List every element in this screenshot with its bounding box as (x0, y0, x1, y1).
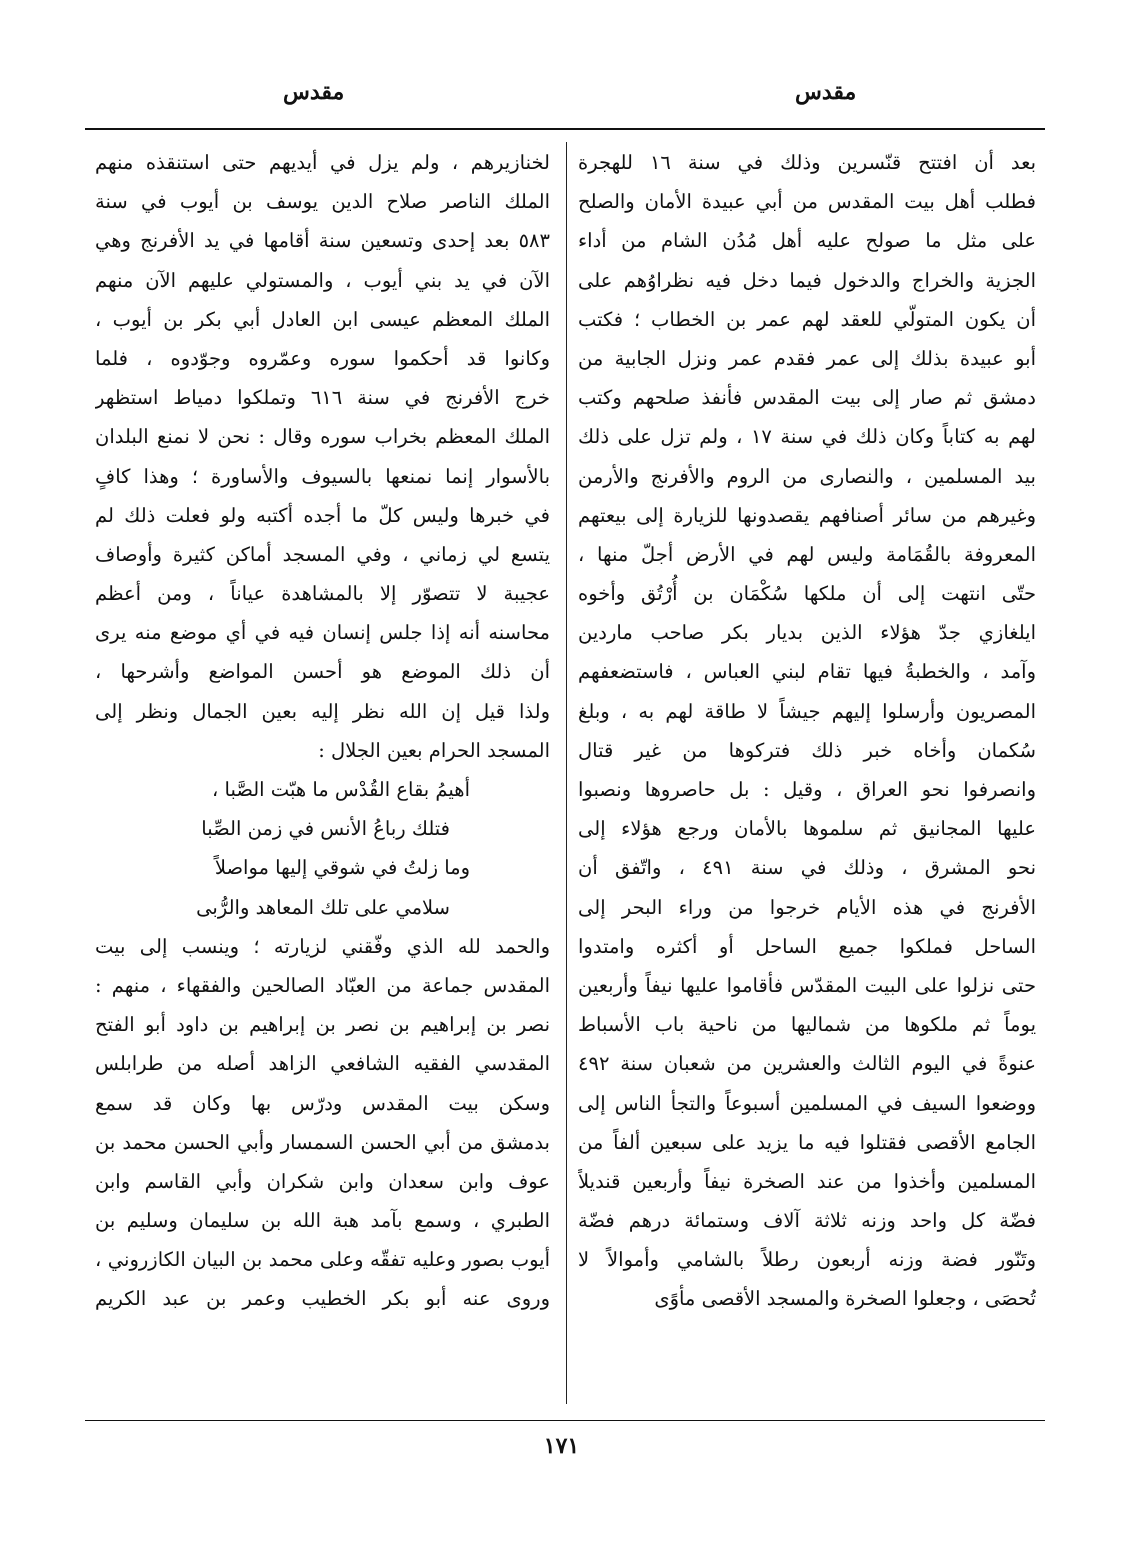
text-line: أن ذلك الموضع هو أحسن المواضع وأشرحها ، (95, 660, 550, 684)
text-line: بيد المسلمين ، والنصارى من الروم والأفرنج والأرمن (578, 464, 1036, 488)
text-line: عجيبة لا تتصوّر إلا بالمشاهدة عياناً ، ومن أعظم (95, 582, 550, 606)
text-line: دمشق ثم صار إلى بيت المقدس فأنفذ صلحهم وكتب (578, 386, 1036, 410)
text-line: ووضعوا السيف في المسلمين أسبوعاً والتجأ الناس إلى (578, 1091, 1036, 1115)
text-line: وسكن بيت المقدس ودرّس بها وكان قد سمع (95, 1091, 550, 1115)
text-line: المصريون وأرسلوا إليهم جيشاً لا طاقة لهم به ، وبلغ (578, 699, 1036, 723)
poem-verse: سلامي على تلك المعاهد والرُّبى (196, 895, 450, 919)
text-line: حتى نزلوا على البيت المقدّس فأقاموا عليها نيفاً وأربعين (578, 973, 1036, 997)
text-line: الملك الناصر صلاح الدين يوسف بن أيوب في سنة (95, 190, 550, 214)
text-line: لخنازيرهم ، ولم يزل في أيديهم حتى استنقذه منهم (95, 151, 550, 174)
text-line: أبو عبيدة بذلك إلى عمر فقدم عمر ونزل الجابية من (578, 346, 1036, 370)
text-line: الساحل فملكوا جميع الساحل أو أكثره وامتدوا (578, 934, 1036, 958)
text-line: لهم به كتاباً وكان ذلك في سنة ١٧ ، ولم تزل على ذلك (578, 425, 1036, 449)
text-line: المسلمين وأخذوا من عند الصخرة نيفاً وأربعين قنديلاً (578, 1169, 1036, 1193)
text-line: نحو المشرق ، وذلك في سنة ٤٩١ ، واتّفق أن (578, 856, 1036, 880)
text-line: الملك المعظم عيسى ابن العادل أبي بكر بن أيوب ، (95, 307, 550, 331)
text-line: الآن في يد بني أيوب ، والمستولي عليهم الآن منهم (95, 268, 550, 292)
text-line: ايلغازي جدّ هؤلاء الذين بديار بكر صاحب ماردين (578, 621, 1036, 645)
text-line: نصر بن إبراهيم بن نصر بن إبراهيم بن داود أبو الفتح (95, 1013, 550, 1037)
text-line: فطلب أهل بيت المقدس من أبي عبيدة الأمان والصلح (578, 190, 1036, 214)
text-line: تُحصَى ، وجعلوا الصخرة والمسجد الأقصى مأوًى (654, 1287, 1036, 1311)
text-line: بالأسوار إنما نمنعها بالسيوف والأساورة ؛ وهذا كافٍ (95, 464, 550, 488)
text-line: وروى عنه أبو بكر الخطيب وعمر بن عبد الكريم (95, 1287, 550, 1311)
text-line: الجامع الأقصى فقتلوا فيه ما يزيد على سبعين ألفاً من (578, 1130, 1036, 1154)
text-line: والحمد لله الذي وفّقني لزيارته ؛ وينسب إلى بيت (95, 934, 550, 958)
text-line: عليها المجانيق ثم سلموها بالأمان ورجع هؤلاء إلى (578, 817, 1036, 841)
text-line: أن يكون المتولّي للعقد لهم عمر بن الخطاب ؛ فكتب (578, 307, 1036, 331)
text-line: وغيرهم من سائر أصنافهم يقصدونها للزيارة إلى بيعتهم (578, 503, 1036, 527)
text-line: الأفرنج في هذه الأيام خرجوا من وراء البحر إلى (578, 895, 1036, 919)
text-line: عوف وابن سعدان وابن شكران وأبي القاسم وابن (95, 1169, 550, 1193)
poem-verse: وما زلتُ في شوقي إليها مواصلاً (214, 856, 470, 880)
text-line: محاسنه أنه إذا جلس إنسان فيه في أي موضع منه يرى (95, 621, 550, 645)
text-line: يوماً ثم ملكوها من شماليها من ناحية باب الأسباط (578, 1013, 1036, 1037)
right-column (578, 143, 1036, 1319)
text-line: سُكمان وأخاه خبر ذلك فتركوها من غير قتال (578, 738, 1036, 762)
header-rule (85, 128, 1045, 130)
footer-rule (85, 1420, 1045, 1421)
text-line: حتّى انتهت إلى أن ملكها سُكْمَان بن أُرْتُق وأخوه (578, 582, 1036, 606)
text-line: المسجد الحرام بعين الجلال : (318, 738, 550, 762)
text-line: فضّة كل واحد وزنه ثلاثة آلاف وستمائة درهم فضّة (578, 1209, 1036, 1233)
text-line: أيوب بصور وعليه تفقّه وعلى محمد بن البيان الكازروني ، (95, 1248, 550, 1272)
text-line: وانصرفوا نحو العراق ، وقيل : بل حاصروها ونصبوا (578, 778, 1036, 801)
text-line: وتَنّور فضة وزنه أربعون رطلاً بالشامي وأموالاً لا (578, 1248, 1036, 1272)
poem-verse: أهيمُ بقاع القُدْس ما هبّت الصَّبا ، (212, 778, 470, 801)
column-divider (566, 142, 567, 1404)
running-header-right: مقدس (795, 79, 857, 105)
text-line: على مثل ما صولح عليه أهل مُدُن الشام من أداء (578, 229, 1036, 253)
poem-verse: فتلك رباعُ الأنس في زمن الصِّبا (201, 817, 450, 841)
page-number: ١٧١ (543, 1433, 580, 1459)
text-line: الطبري ، وسمع بآمد هبة الله بن سليمان وسليم بن (95, 1209, 550, 1233)
text-line: خرج الأفرنج في سنة ٦١٦ وتملكوا دمياط استظهر (95, 386, 550, 410)
text-line: وكانوا قد أحكموا سوره وعمّروه وجوّدوه ، فلما (95, 346, 550, 370)
text-line: ولذا قيل إن الله نظر إليه بعين الجمال ونظر إلى (95, 699, 550, 723)
text-line: يتسع لي زماني ، وفي المسجد أماكن كثيرة وأوصاف (95, 542, 550, 566)
text-line: بدمشق من أبي الحسن السمسار وأبي الحسن محمد بن (95, 1130, 550, 1154)
left-column (95, 143, 550, 1319)
running-header-left: مقدس (283, 79, 345, 105)
text-line: الجزية والخراج والدخول فيما دخل فيه نظراوُهم على (578, 268, 1036, 292)
text-line: المقدسي الفقيه الشافعي الزاهد أصله من طرابلس (95, 1052, 550, 1076)
text-line: وآمد ، والخطبةُ فيها تقام لبني العباس ، فاستضعفهم (578, 660, 1036, 684)
text-line: في خبرها وليس كلّ ما أجده أكتبه ولو فعلت ذلك لم (95, 503, 550, 527)
text-line: عنوةً في اليوم الثالث والعشرين من شعبان سنة ٤٩٢ (578, 1052, 1036, 1076)
text-line: بعد أن افتتح قنّسرين وذلك في سنة ١٦ للهجرة (578, 151, 1036, 174)
text-line: ٥٨٣ بعد إحدى وتسعين سنة أقامها في يد الأفرنج وهي (95, 229, 550, 253)
text-line: المعروفة بالقُمَامة وليس لهم في الأرض أجلّ منها ، (578, 542, 1036, 566)
text-line: المقدس جماعة من العبّاد الصالحين والفقهاء ، منهم : (95, 973, 550, 997)
text-line: الملك المعظم بخراب سوره وقال : نحن لا نمنع البلدان (95, 425, 550, 449)
